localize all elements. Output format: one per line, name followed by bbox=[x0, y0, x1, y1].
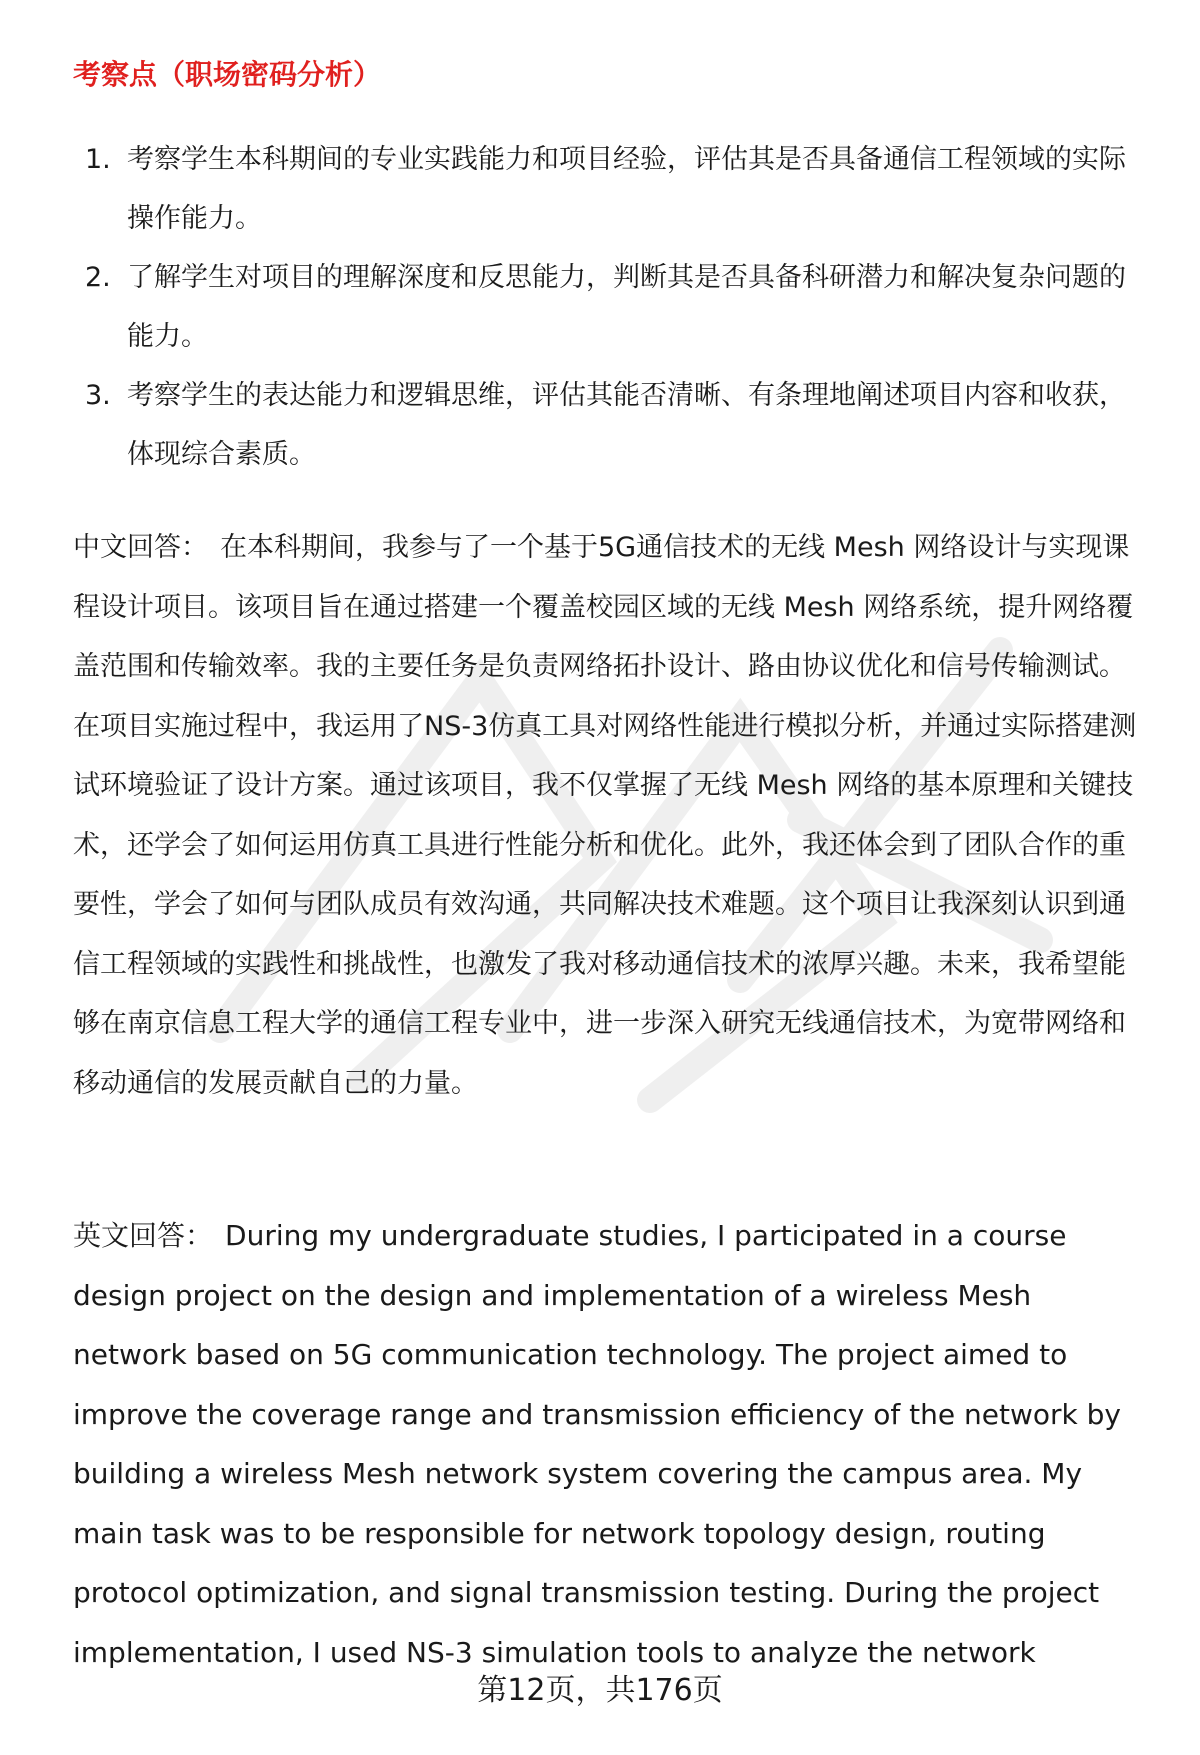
chinese-answer-label: 中文回答： bbox=[73, 532, 208, 563]
point-number: 1. bbox=[85, 144, 111, 175]
english-answer-label: 英文回答： bbox=[73, 1219, 214, 1252]
english-answer-text: During my undergraduate studies, I participated in a course design project on the design and implementation of a wireless Mesh network based on 5G communication technology. The project aimed to improve the coverage range and transmission efficiency of the network by building a wireless Mesh network system covering the campus area. My main task was to be responsible for network topology design, routing protocol optimization, and signal transmission testing. During the project implementation, I used NS-3 simulation tools to analyze the network bbox=[73, 1219, 1121, 1669]
point-number: 2. bbox=[85, 262, 111, 293]
point-text: 了解学生对项目的理解深度和反思能力，判断其是否具备科研潜力和解决复杂问题的能力。 bbox=[127, 262, 1126, 352]
page-number-footer: 第12页，共176页 bbox=[477, 1673, 723, 1708]
chinese-answer-text: 在本科期间，我参与了一个基于5G通信技术的无线 Mesh 网络设计与实现课程设计项目。该项目旨在通过搭建一个覆盖校园区域的无线 Mesh 网络系统，提升网络覆盖范围和传输效率。我的主要任务是负责网络拓扑设计、路由协议优化和信号传输测试。在项目实施过程中，我运用了NS-3仿真工具对网络性能进行模拟分析，并通过实际搭建测试环境验证了设计方案。通过该项目，我不仅掌握了无线 Mesh 网络的基本原理和关键技术，还学会了如何运用仿真工具进行性能分析和优化。此外，我还体会到了团队合作的重要性，学会了如何与团队成员有效沟通，共同解决技术难题。这个项目让我深刻认识到通信工程领域的实践性和挑战性，也激发了我对移动通信技术的浓厚兴趣。未来，我希望能够在南京信息工程大学的通信工程专业中，进一步深入研究无线通信技术，为宽带网络和移动通信的发展贡献自己的力量。 bbox=[73, 532, 1137, 1099]
chinese-answer bbox=[73, 518, 1148, 1113]
assessment-point bbox=[73, 248, 1148, 366]
english-answer bbox=[73, 1206, 1148, 1682]
assessment-point bbox=[73, 366, 1148, 484]
section-heading: 考察点（职场密码分析） bbox=[73, 58, 382, 91]
point-text: 考察学生本科期间的专业实践能力和项目经验，评估其是否具备通信工程领域的实际操作能力。 bbox=[127, 144, 1126, 234]
point-text: 考察学生的表达能力和逻辑思维，评估其能否清晰、有条理地阐述项目内容和收获，体现综合素质。 bbox=[127, 380, 1126, 470]
point-number: 3. bbox=[85, 380, 111, 411]
assessment-points-list bbox=[73, 130, 1148, 484]
assessment-point bbox=[73, 130, 1148, 248]
